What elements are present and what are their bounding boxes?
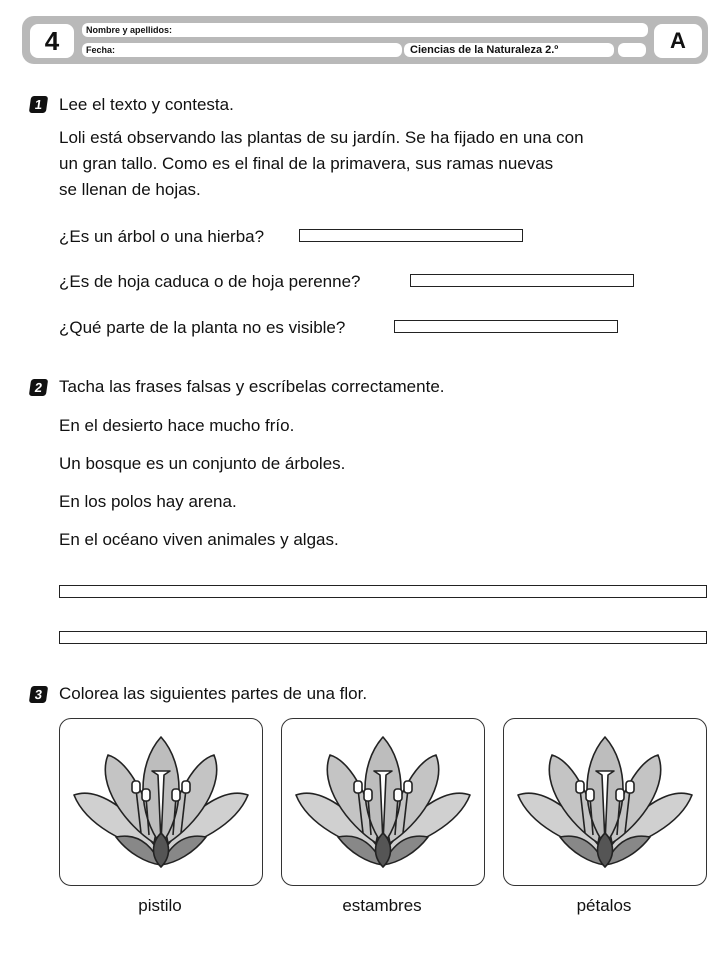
flower-card-stamens[interactable]	[281, 718, 485, 886]
flower-illustration-icon	[288, 725, 478, 879]
flower-illustration-icon	[66, 725, 256, 879]
correction-line-1[interactable]	[59, 585, 707, 598]
exercise-1-instruction: Lee el texto y contesta.	[59, 95, 234, 114]
question-tree-or-herb: ¿Es un árbol o una hierba?	[59, 227, 265, 246]
sentence-desert[interactable]: En el desierto hace mucho frío.	[59, 416, 295, 435]
sentence-poles[interactable]: En los polos hay arena.	[59, 492, 237, 511]
caption-pistil: pistilo	[138, 896, 182, 915]
exercise-1-text-line: un gran tallo. Como es el final de la primavera, sus ramas nuevas	[59, 154, 554, 173]
exercise-2-instruction: Tacha las frases falsas y escríbelas correctamente.	[59, 377, 445, 396]
answer-box-hidden-part[interactable]	[394, 320, 618, 333]
correction-line-2[interactable]	[59, 631, 707, 644]
sentence-ocean[interactable]: En el océano viven animales y algas.	[59, 530, 339, 549]
subject-label: Ciencias de la Naturaleza 2.º	[404, 43, 614, 57]
question-leaf-type: ¿Es de hoja caduca o de hoja perenne?	[59, 272, 361, 291]
level-letter: A	[654, 24, 702, 58]
sentence-forest[interactable]: Un bosque es un conjunto de árboles.	[59, 454, 346, 473]
flower-illustration-icon	[510, 725, 700, 879]
answer-box-tree-or-herb[interactable]	[299, 229, 523, 242]
flower-card-pistil[interactable]	[59, 718, 263, 886]
exercise-2-number: 2	[29, 379, 48, 396]
exercise-1-text-line: Loli está observando las plantas de su jardín. Se ha fijado en una con	[59, 128, 584, 147]
exercise-1-number: 1	[29, 96, 48, 113]
date-field[interactable]: Fecha:	[82, 43, 402, 57]
question-hidden-part: ¿Qué parte de la planta no es visible?	[59, 318, 346, 337]
exercise-3-number: 3	[29, 686, 48, 703]
caption-stamens: estambres	[342, 896, 422, 915]
header-blank-field	[618, 43, 646, 57]
answer-box-leaf-type[interactable]	[410, 274, 634, 287]
flower-card-petals[interactable]	[503, 718, 707, 886]
exercise-3-instruction: Colorea las siguientes partes de una flor.	[59, 684, 368, 703]
unit-number: 4	[30, 24, 74, 58]
caption-petals: pétalos	[576, 896, 632, 915]
exercise-1-text-line: se llenan de hojas.	[59, 180, 201, 199]
name-field[interactable]: Nombre y apellidos:	[82, 23, 648, 37]
